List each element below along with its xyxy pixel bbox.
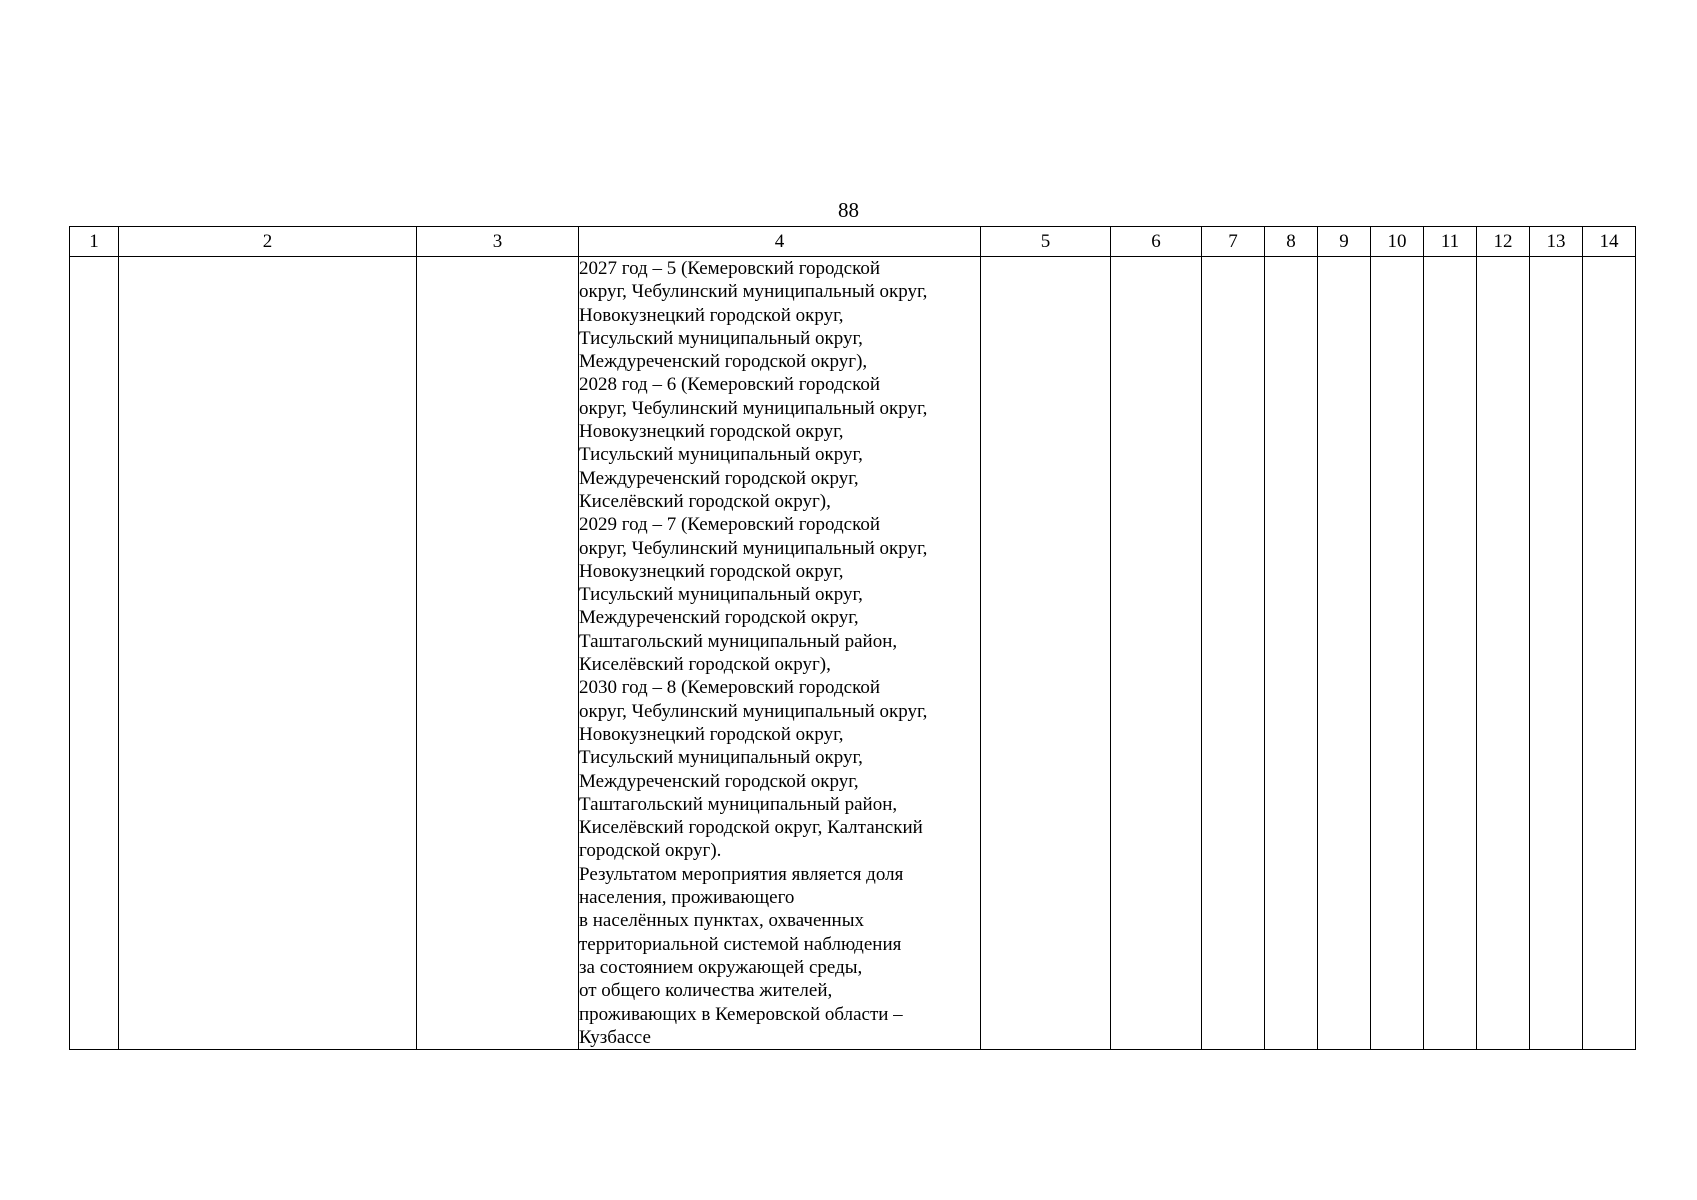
measure-description-text: [579, 257, 980, 1049]
column-header-3: 3: [417, 227, 579, 257]
table-cell-col9: [1318, 257, 1371, 1050]
text-line: округ, Чебулинский муниципальный округ,: [579, 397, 928, 419]
column-header-4: 4: [579, 227, 981, 257]
table-cell-col1: [70, 257, 119, 1050]
column-header-10: 10: [1371, 227, 1424, 257]
column-header-1: 1: [70, 227, 119, 257]
column-header-9: 9: [1318, 227, 1371, 257]
text-line: Тисульский муниципальный округ,: [579, 747, 863, 769]
header-row: [70, 227, 1636, 257]
text-line: Междуреченский городской округ),: [579, 351, 868, 373]
column-header-11: 11: [1424, 227, 1477, 257]
table-cell-col10: [1371, 257, 1424, 1050]
text-line: городской округ).: [579, 840, 722, 862]
table-row: [70, 257, 1636, 1050]
table-cell-col11: [1424, 257, 1477, 1050]
column-header-8: 8: [1265, 227, 1318, 257]
text-line: проживающих в Кемеровской области –: [579, 1003, 903, 1025]
table-cell-col14: [1583, 257, 1636, 1050]
text-line: Результатом мероприятия является доля: [579, 863, 904, 885]
table-cell-col3: [417, 257, 579, 1050]
column-header-5: 5: [981, 227, 1111, 257]
text-line: Междуреченский городской округ,: [579, 770, 859, 792]
text-line: 2028 год – 6 (Кемеровский городской: [579, 374, 881, 396]
text-line: Междуреченский городской округ,: [579, 607, 859, 629]
table-cell-col7: [1202, 257, 1265, 1050]
text-line: Киселёвский городской округ, Калтанский: [579, 817, 923, 839]
text-line: Кузбассе: [579, 1026, 651, 1048]
text-line: округ, Чебулинский муниципальный округ,: [579, 537, 928, 559]
text-line: Тисульский муниципальный округ,: [579, 584, 863, 606]
column-header-6: 6: [1111, 227, 1202, 257]
text-line: территориальной системой наблюдения: [579, 933, 902, 955]
text-line: Междуреченский городской округ,: [579, 467, 859, 489]
column-header-12: 12: [1477, 227, 1530, 257]
table-cell-col8: [1265, 257, 1318, 1050]
text-line: Киселёвский городской округ),: [579, 654, 831, 676]
text-line: Новокузнецкий городской округ,: [579, 560, 844, 582]
text-line: Новокузнецкий городской округ,: [579, 304, 844, 326]
column-header-14: 14: [1583, 227, 1636, 257]
page-number: 88: [838, 198, 859, 222]
table-cell-col5: [981, 257, 1111, 1050]
data-table: [69, 226, 1636, 1050]
text-line: от общего количества жителей,: [579, 980, 833, 1002]
text-line: Киселёвский городской округ),: [579, 490, 831, 512]
table-cell-col6: [1111, 257, 1202, 1050]
text-line: населения, проживающего: [579, 887, 795, 909]
text-line: в населённых пунктах, охваченных: [579, 910, 864, 932]
text-line: Тисульский муниципальный округ,: [579, 327, 863, 349]
column-header-13: 13: [1530, 227, 1583, 257]
text-line: 2029 год – 7 (Кемеровский городской: [579, 514, 881, 536]
table-cell-col12: [1477, 257, 1530, 1050]
text-line: за состоянием окружающей среды,: [579, 956, 863, 978]
text-line: Таштагольский муниципальный район,: [579, 793, 898, 815]
text-line: округ, Чебулинский муниципальный округ,: [579, 700, 928, 722]
text-line: 2030 год – 8 (Кемеровский городской: [579, 677, 881, 699]
column-header-2: 2: [119, 227, 417, 257]
text-line: Новокузнецкий городской округ,: [579, 421, 844, 443]
text-line: 2027 год – 5 (Кемеровский городской: [579, 258, 881, 279]
table-cell-col13: [1530, 257, 1583, 1050]
text-line: Тисульский муниципальный округ,: [579, 444, 863, 466]
table-cell-col2: [119, 257, 417, 1050]
text-line: Новокузнецкий городской округ,: [579, 723, 844, 745]
table-cell-col4: [579, 257, 981, 1050]
text-line: Таштагольский муниципальный район,: [579, 630, 898, 652]
column-header-7: 7: [1202, 227, 1265, 257]
text-line: округ, Чебулинский муниципальный округ,: [579, 281, 928, 303]
